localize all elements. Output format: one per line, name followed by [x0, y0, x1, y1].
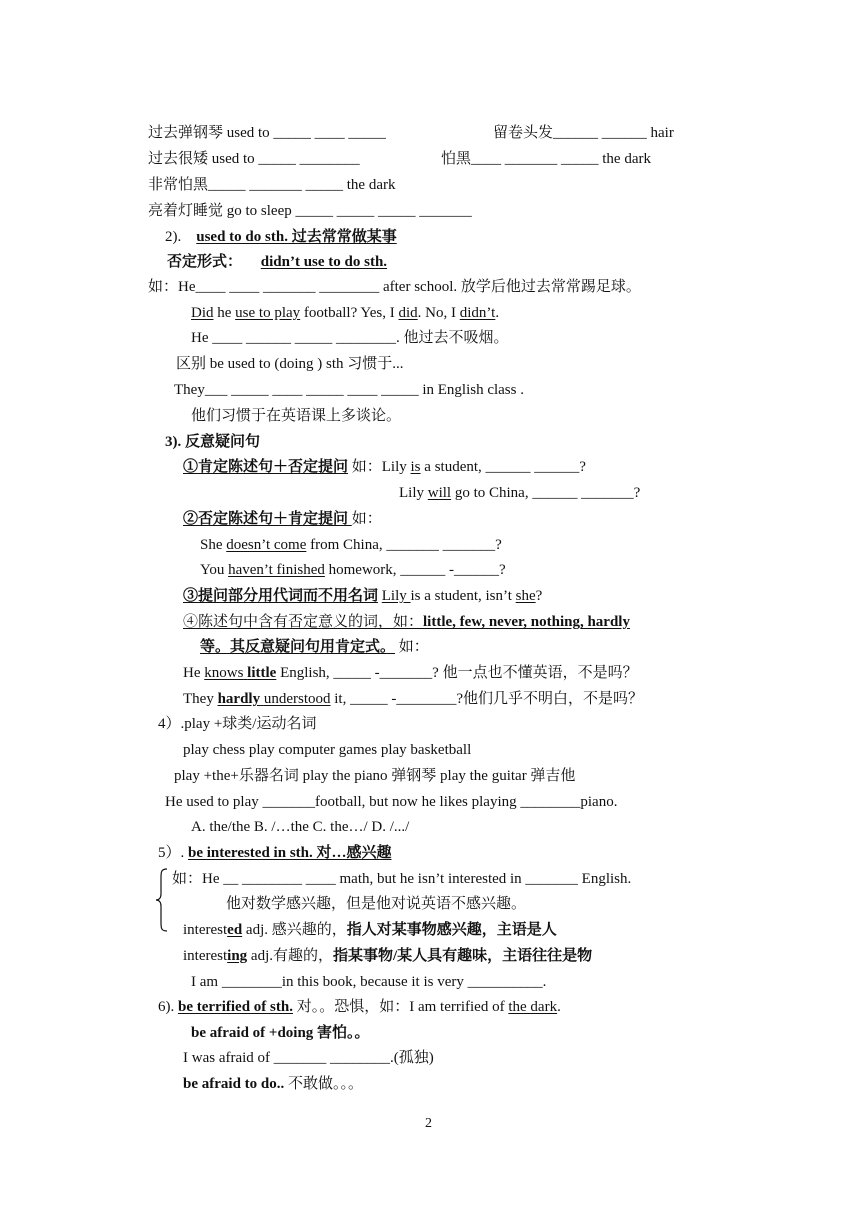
underlined-lily: Lily [381, 588, 411, 604]
underlined-use-to-play: use to play [235, 305, 301, 321]
section-5-heading [158, 843, 392, 863]
text-segment: . [495, 305, 500, 321]
rule-4-title: ④陈述句中含有否定意义的词，如： [183, 614, 424, 630]
underlined-she: she [515, 588, 536, 604]
example-football: 如：He____ ____ _______ ________ after school. 放学后他过去常常踢足球。 [148, 279, 641, 295]
text-segment: English, _____ -_______? 他一点也不懂英语，不是吗？ [276, 665, 638, 681]
vocab-terrified-dark: 非常怕黑_____ _______ _____ the dark [148, 177, 396, 193]
text-segment: ? [535, 588, 543, 604]
section-6-title: be terrified of sth. [178, 999, 293, 1015]
vocab-afraid-dark: 怕黑____ _______ _____ the dark [441, 151, 651, 167]
interested-definition [183, 920, 557, 940]
rule-2-example-2 [200, 560, 506, 580]
interesting-definition [183, 946, 592, 966]
section-2-title: used to do sth. 过去常常做某事 [196, 229, 397, 245]
text-segment: homework, ______ -______? [324, 562, 506, 578]
text-segment: he [213, 305, 236, 321]
section-5-exercise: I am ________in this book, because it is very __________. [191, 974, 547, 990]
underlined-did: Did [191, 305, 214, 321]
section-6-heading [158, 997, 561, 1017]
section-6-number: 6). [158, 999, 178, 1015]
rule-3 [183, 586, 542, 606]
rule-4-affirmative: 等。其反意疑问句用肯定式。 [200, 639, 396, 655]
text-segment: a student, ______ ______? [420, 459, 586, 475]
text-segment: from China, _______ _______? [306, 537, 502, 553]
text-segment: 如：Lily [348, 459, 411, 475]
rule-1-example-2 [399, 483, 640, 503]
underlined-did-answer: did [398, 305, 418, 321]
distinguish-be-used-to: 区别 be used to (doing ) sth 习惯于... [176, 356, 404, 372]
rule-2-example-1 [200, 535, 502, 555]
section-4-options: A. the/the B. /…the C. the…/ D. /.../ [191, 819, 410, 835]
example-smoke: He ____ ______ _____ ________. 他过去不吸烟。 [191, 330, 509, 346]
text-segment: 对。。恐惧，如：I am terrified of [292, 999, 509, 1015]
section-4-question: He used to play _______football, but now he likes playing ________piano. [165, 794, 618, 810]
text-segment: interest [183, 922, 228, 938]
negative-words: little, few, never, nothing, hardly [423, 614, 630, 630]
rule-1-title: ①肯定陈述句＋否定提问 [183, 459, 349, 475]
text-segment: Lily [399, 485, 428, 501]
section-5-translation: 他对数学感兴趣，但是他对说英语不感兴趣。 [226, 896, 527, 912]
negative-form-text: didn’t use to do sth. [260, 254, 388, 270]
curly-brace-icon [155, 868, 169, 932]
text-segment: interest [183, 948, 228, 964]
rule-2-title: ②否定陈述句＋肯定提问 [183, 511, 352, 527]
underlined-doesnt-come: doesn’t come [226, 537, 307, 553]
text-segment: adj. 感兴趣的， [242, 922, 347, 938]
text-segment: . No, I [417, 305, 460, 321]
underlined-the-dark: the dark [508, 999, 558, 1015]
negative-form [167, 252, 387, 272]
vocab-curly-hair: 留卷头发______ ______ hair [493, 125, 674, 141]
text-segment: He [183, 665, 205, 681]
example-did-question [191, 303, 499, 323]
section-5-number: 5）. [158, 845, 189, 861]
underlined-understood: understood [263, 691, 331, 707]
section-3-heading: 3). 反意疑问句 [165, 434, 260, 450]
underlined-ed: ed [227, 922, 243, 938]
rule-4 [183, 612, 630, 632]
vocab-piano: 过去弹钢琴 used to _____ ____ _____ [148, 125, 386, 141]
text-segment: They [183, 691, 218, 707]
rule-4-example-1 [183, 663, 638, 683]
underlined-is: is [410, 459, 421, 475]
text-segment: go to China, ______ _______? [451, 485, 641, 501]
section-2-heading [165, 227, 397, 247]
text-segment: adj.有趣的， [247, 948, 333, 964]
rule-3-title: ③提问部分用代词而不用名词 [183, 588, 379, 604]
negative-label: 否定形式： [167, 254, 243, 270]
interested-usage: 指人对某事物感兴趣，主语是人 [346, 922, 557, 938]
vocab-short: 过去很矮 used to _____ ________ [148, 151, 360, 167]
example-english-class: They___ _____ ____ _____ ____ _____ in English class . [174, 382, 524, 398]
text-segment: is a student, isn’t [410, 588, 516, 604]
rule-2 [183, 509, 382, 529]
section-4-examples: play chess play computer games play basketball [183, 742, 472, 758]
section-2-number: 2). [165, 229, 182, 245]
vocab-sleep-light: 亮着灯睡觉 go to sleep _____ _____ _____ _______ [148, 203, 472, 219]
rule-4-continued [200, 637, 429, 657]
text-segment: . [557, 999, 561, 1015]
section-5-title: be interested in sth. 对…感兴趣 [188, 845, 392, 861]
section-4-instruments: play +the+乐器名词 play the piano 弹钢琴 play the guitar 弹吉他 [174, 768, 576, 784]
underlined-havent-finished: haven’t finished [228, 562, 325, 578]
interesting-usage: 指某事物/某人具有趣味，主语往往是物 [333, 948, 593, 964]
rule-1 [183, 457, 586, 477]
page-number: 2 [425, 1116, 432, 1131]
text-segment: 如： [351, 511, 382, 527]
afraid-of-exercise: I was afraid of _______ ________.(孤独) [183, 1050, 434, 1066]
text-segment: football? Yes, I [300, 305, 399, 321]
underlined-hardly: hardly [217, 691, 261, 707]
rule-4-example-2 [183, 689, 643, 709]
section-5-example: 如：He __ ________ ____ math, but he isn’t interested in _______ English. [172, 871, 632, 887]
underlined-will: will [427, 485, 452, 501]
section-4-heading: 4）.play +球类/运动名词 [158, 716, 317, 732]
example-english-class-translation: 他们习惯于在英语课上多谈论。 [191, 408, 402, 424]
text-segment: it, _____ -________?他们几乎不明白，不是吗？ [330, 691, 644, 707]
afraid-of-doing: be afraid of +doing 害怕。。 [191, 1025, 370, 1041]
underlined-didnt: didn’t [459, 305, 496, 321]
underlined-knows: knows [204, 665, 244, 681]
afraid-to-do [183, 1074, 363, 1094]
underlined-little: little [247, 665, 277, 681]
afraid-to-do-phrase: be afraid to do.. [183, 1076, 285, 1092]
text-segment: 如： [395, 639, 429, 655]
afraid-to-do-meaning: 不敢做。。。 [284, 1076, 364, 1092]
text-segment: You [200, 562, 229, 578]
underlined-ing: ing [227, 948, 248, 964]
text-segment: She [200, 537, 227, 553]
